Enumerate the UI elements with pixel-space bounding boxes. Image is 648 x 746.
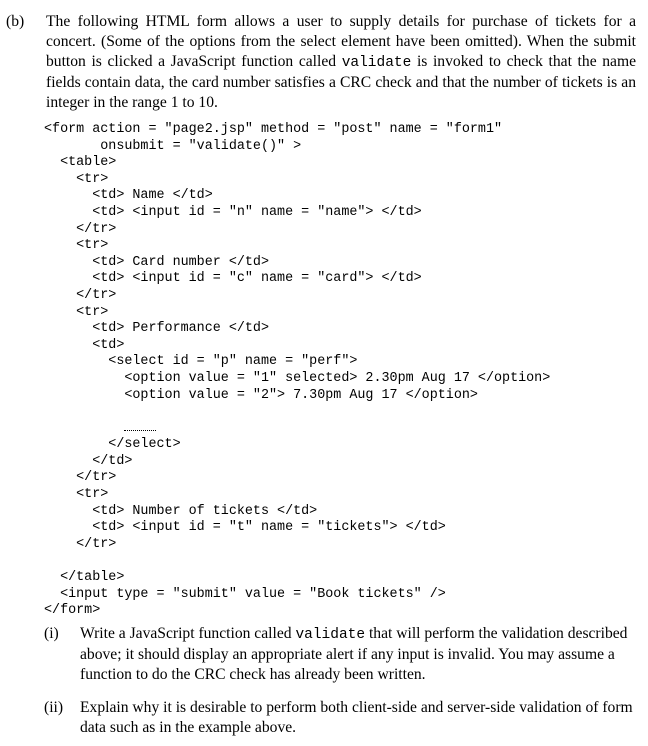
code-line: <td> xyxy=(44,337,125,353)
code-line xyxy=(44,404,634,421)
code-line: <td> <input id = "n" name = "name"> </td> xyxy=(44,204,422,220)
subquestion-text-2: that will perform the validation described above; it should display an appropriate alert if any input is invalid. You may assume a function to do the CRC check has already been written. xyxy=(80,625,628,683)
code-line: </tr> xyxy=(44,287,117,303)
code-line: </tr> xyxy=(44,470,117,486)
intro-code: validate xyxy=(341,55,412,71)
code-line: </form> xyxy=(44,603,101,619)
question-label: (b) xyxy=(6,13,25,30)
subquestion-text xyxy=(80,698,646,738)
subquestion-label: (ii) xyxy=(44,699,64,716)
code-line: <select id = "p" name = "perf"> xyxy=(44,354,358,370)
subquestion-text xyxy=(80,624,646,685)
subquestion-text-1: Write a JavaScript function called xyxy=(80,625,296,642)
code-line: <td> Performance </td> xyxy=(44,321,269,337)
code-line xyxy=(44,553,634,570)
code-line: </tr> xyxy=(44,221,117,237)
code-line: <tr> xyxy=(44,487,109,503)
code-line: <table> xyxy=(44,155,117,171)
code-line: </table> xyxy=(44,570,125,586)
question-intro xyxy=(46,12,636,113)
code-line: </td> xyxy=(44,453,133,469)
code-line: <form action = "page2.jsp" method = "post" name = "form1" xyxy=(44,122,503,137)
code-line: <tr> xyxy=(44,238,109,254)
intro-text-2: is invoked to check that the name fields contain data, the card number satisfies a CRC check and that the number of tickets is an integer in the range 1 to 10. xyxy=(46,53,636,111)
code-line: <td> Number of tickets </td> xyxy=(44,503,318,519)
omitted-options-dots xyxy=(124,424,156,431)
code-line: <tr> xyxy=(44,171,109,187)
html-code-block xyxy=(44,122,634,620)
code-line: <option value = "2"> 7.30pm Aug 17 </option> xyxy=(44,387,478,403)
code-line: </select> xyxy=(44,437,181,453)
subquestion-label: (i) xyxy=(44,625,59,642)
subquestion-text-1: Explain why it is desirable to perform both client-side and server-side validation of form data such as in the example above. xyxy=(80,699,633,736)
code-line: </tr> xyxy=(44,536,117,552)
code-line xyxy=(44,421,634,438)
intro-text-1: The following HTML form allows a user to supply details for purchase of tickets for a concert. (Some of the options from the select element have been omitted). When the submit button is clicked a JavaScript function called xyxy=(46,13,636,70)
code-line: <input type = "submit" value = "Book tickets" /> xyxy=(44,586,446,602)
code-line: <td> <input id = "c" name = "card"> </td> xyxy=(44,271,422,287)
code-line: <option value = "1" selected> 2.30pm Aug 17 </option> xyxy=(44,370,551,386)
code-line: <td> Name </td> xyxy=(44,188,213,204)
code-line: onsubmit = "validate()" > xyxy=(44,138,302,154)
code-line: <td> Card number </td> xyxy=(44,254,269,270)
code-line: <td> <input id = "t" name = "tickets"> </td> xyxy=(44,520,446,536)
code-line: <tr> xyxy=(44,304,109,320)
subquestion-code: validate xyxy=(295,627,366,643)
